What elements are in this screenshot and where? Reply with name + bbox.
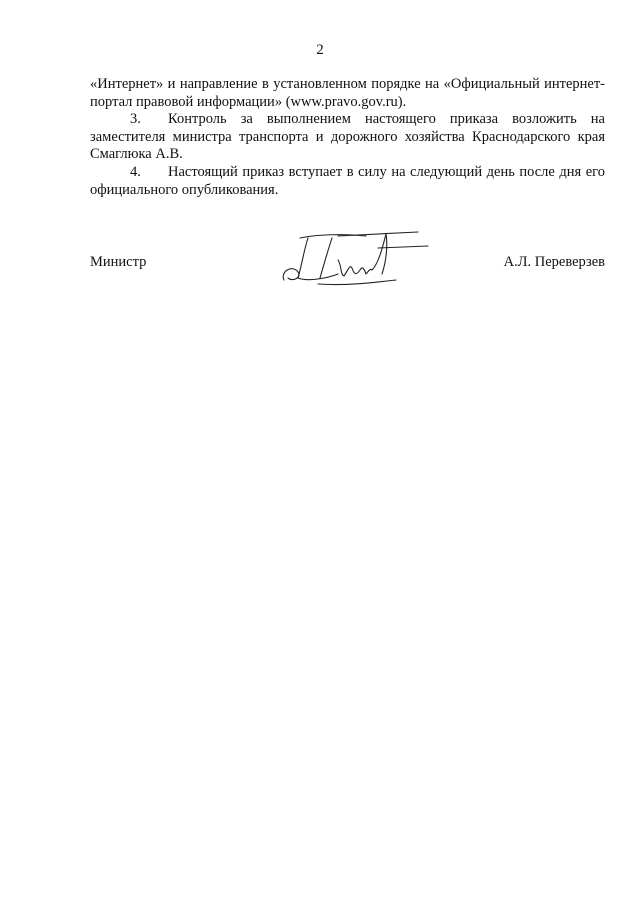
document-body [90, 76, 605, 199]
signatory-title: Министр [90, 254, 147, 270]
signature-block [90, 220, 605, 290]
paragraph-number: 4. [130, 163, 141, 180]
signatory-name: А.Л. Переверзев [503, 254, 605, 270]
paragraph-3 [90, 111, 605, 164]
paragraph-text: Настоящий приказ вступает в силу на следующий день после дня его официального опубликования. [90, 163, 605, 198]
paragraph-text: Контроль за выполнением настоящего приказа возложить на заместителя министра транспорта и дорожного хозяйства Краснодарского края Смаглюка А.В. [90, 111, 605, 163]
paragraph-text: «Интернет» и направление в установленном порядке на «Официальный интернет-портал правовой информации» (www.pravo.gov.ru). [90, 76, 605, 110]
paragraph-continuation [90, 76, 605, 111]
paragraph-number: 3. [130, 111, 141, 128]
paragraph-4 [90, 164, 605, 199]
handwritten-signature [278, 220, 438, 290]
page-number: 2 [316, 42, 324, 58]
